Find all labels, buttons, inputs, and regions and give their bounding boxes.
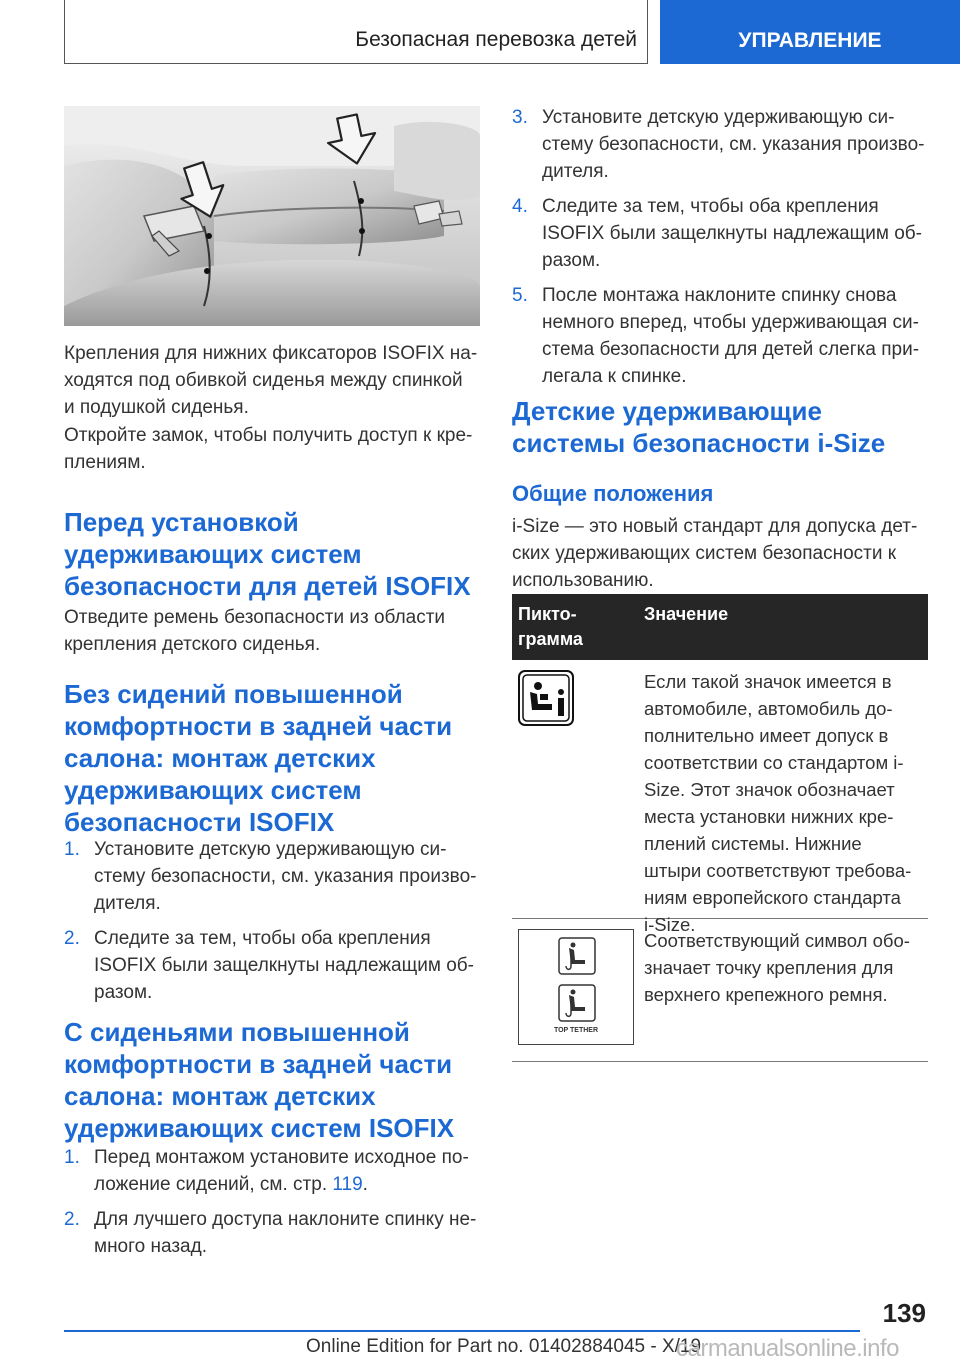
heading-with-comfort-seats [64, 1016, 480, 1144]
step-line: После монтажа наклоните спинку снова [542, 285, 897, 306]
before-line: Отведите ремень безопасности из области [64, 607, 446, 628]
heading-line: удерживающих систем [64, 775, 362, 805]
table-header [512, 594, 928, 660]
list-item [512, 193, 932, 274]
header-section-box [64, 0, 648, 64]
general-line: использованию. [512, 570, 654, 591]
meaning-line: ниям европейского стандарта [644, 887, 901, 908]
meaning-line: верхнего крепежного ремня. [644, 984, 888, 1005]
watermark: carmanualsonline.info [676, 1335, 899, 1362]
heading-line: Без сидений повышенной [64, 679, 403, 709]
step-line: Следите за тем, чтобы оба крепления [94, 928, 431, 949]
page-reference-link[interactable]: 119 [332, 1174, 363, 1195]
heading-line: безопасности ISOFIX [64, 807, 335, 837]
subheading-general: Общие положения [512, 481, 714, 506]
heading-line: удерживающих систем ISOFIX [64, 1113, 455, 1143]
heading-general [512, 480, 928, 508]
list-item [64, 836, 484, 917]
step-line: стема безопасности для детей слегка при‑ [542, 339, 920, 360]
step-line: Следите за тем, чтобы оба крепления [542, 196, 879, 217]
heading-line: Детские удерживающие [512, 396, 822, 426]
step-number: 1. [64, 1147, 80, 1168]
list-item [64, 1206, 484, 1260]
heading-line: безопасности для детей ISOFIX [64, 571, 471, 601]
step-number: 5. [512, 285, 528, 306]
meaning-line: Size. Этот значок обозначает [644, 779, 895, 800]
pictogram-table [512, 594, 928, 1062]
step-line: Установите детскую удерживающую си‑ [542, 107, 895, 128]
step-line: стему безопасности, см. указания произво‑ [542, 134, 925, 155]
heading-line: удерживающих систем [64, 539, 362, 569]
step-line: легала к спинке. [542, 366, 687, 387]
intro-line: плениям. [64, 452, 146, 473]
heading-line: салона: монтаж детских [64, 1081, 376, 1111]
step-line: разом. [542, 250, 601, 271]
header-line: грамма [518, 629, 583, 649]
step-number: 1. [64, 839, 80, 860]
heading-isize [512, 395, 928, 459]
step-line: много назад. [94, 1236, 207, 1257]
step-line: ISOFIX были защелкнуты надлежащим об‑ [94, 955, 474, 976]
page-number: 139 [882, 1298, 926, 1328]
table-header-meaning: Значение [644, 604, 729, 624]
step-text: ложение сидений, см. стр. [94, 1174, 333, 1195]
steps-continued-list [512, 104, 932, 390]
meaning-line: соответствии со стандартом i- [644, 752, 904, 773]
step-number: 3. [512, 107, 528, 128]
list-item [64, 1144, 484, 1198]
step-line: Перед монтажом установите исходное по‑ [94, 1147, 469, 1168]
heading-line: комфортности в задней части [64, 711, 453, 741]
heading-without-comfort-seats [64, 678, 480, 838]
header-section-title: Безопасная перевозка детей [355, 28, 637, 51]
meaning-line: Если такой значок имеется в [644, 671, 892, 692]
step-number: 2. [64, 1209, 80, 1230]
intro-paragraph-2 [64, 422, 480, 476]
meaning-line: полнительно имеет допуск в [644, 725, 889, 746]
step-line: стему безопасности, см. указания произво‑ [94, 866, 477, 887]
step-number: 2. [64, 928, 80, 949]
meaning-line: значает точку крепления для [644, 957, 894, 978]
meaning-line: плений системы. Нижние [644, 833, 862, 854]
intro-line: и подушкой сиденья. [64, 397, 249, 418]
heading-line: С сиденьями повышенной [64, 1017, 410, 1047]
before-paragraph [64, 604, 480, 658]
intro-line: Крепления для нижних фиксаторов ISOFIX на‑ [64, 343, 478, 364]
header-chapter-tab[interactable]: УПРАВЛЕНИЕ [660, 0, 960, 64]
isize-seat-icon [518, 670, 574, 731]
step-line: Для лучшего доступа наклоните спинку не‑ [94, 1209, 477, 1230]
step-line: дителя. [94, 893, 161, 914]
general-paragraph [512, 513, 928, 594]
meaning-line: Соответствующий символ обо‑ [644, 930, 910, 951]
list-item [512, 104, 932, 185]
intro-paragraph-1 [64, 340, 480, 421]
step-line: дителя. [542, 161, 609, 182]
steps-with-list [64, 1144, 484, 1260]
heading-line: Перед установкой [64, 507, 299, 537]
step-line: ISOFIX были защелкнуты надлежащим об‑ [542, 223, 922, 244]
heading-before-installation [64, 506, 480, 602]
steps-without-list [64, 836, 484, 1006]
list-item [512, 282, 932, 390]
row-meaning-text [644, 927, 928, 1008]
before-line: крепления детского сиденья. [64, 634, 321, 655]
row-meaning-text [644, 668, 928, 938]
top-tether-caption: TOP TETHER [553, 1027, 599, 1034]
table-row [512, 919, 928, 1062]
isofix-seat-photo [64, 106, 480, 326]
step-line: Установите детскую удерживающую си‑ [94, 839, 447, 860]
header-line: Пикто‑ [518, 604, 577, 624]
table-row [512, 660, 928, 935]
step-number: 4. [512, 196, 528, 217]
step-text: . [362, 1174, 368, 1195]
meaning-line: i-Size. [644, 914, 696, 935]
heading-line: системы безопасности i-Size [512, 428, 886, 458]
footer-edition: Online Edition for Part no. 01402884045 - X/19 [306, 1336, 702, 1357]
meaning-line: места установки нижних кре‑ [644, 806, 894, 827]
table-header-pictogram [518, 602, 618, 652]
top-tether-icon [518, 929, 634, 1045]
meaning-line: автомобиле, автомобиль до‑ [644, 698, 893, 719]
step-line-with-link [94, 1171, 484, 1198]
intro-line: ходятся под обивкой сиденья между спинкой [64, 370, 463, 391]
step-line: разом. [94, 982, 153, 1003]
general-line: ских удерживающих систем безопасности к [512, 543, 897, 564]
heading-line: комфортности в задней части [64, 1049, 453, 1079]
intro-line: Откройте замок, чтобы получить доступ к кре‑ [64, 425, 473, 446]
heading-line: салона: монтаж детских [64, 743, 376, 773]
general-line: i-Size — это новый стандарт для допуска дет‑ [512, 516, 918, 537]
meaning-line: штыри соответствуют требова‑ [644, 860, 912, 881]
list-item [64, 925, 484, 1006]
footer-divider [64, 1330, 860, 1332]
step-line: немного вперед, чтобы удерживающая си‑ [542, 312, 919, 333]
